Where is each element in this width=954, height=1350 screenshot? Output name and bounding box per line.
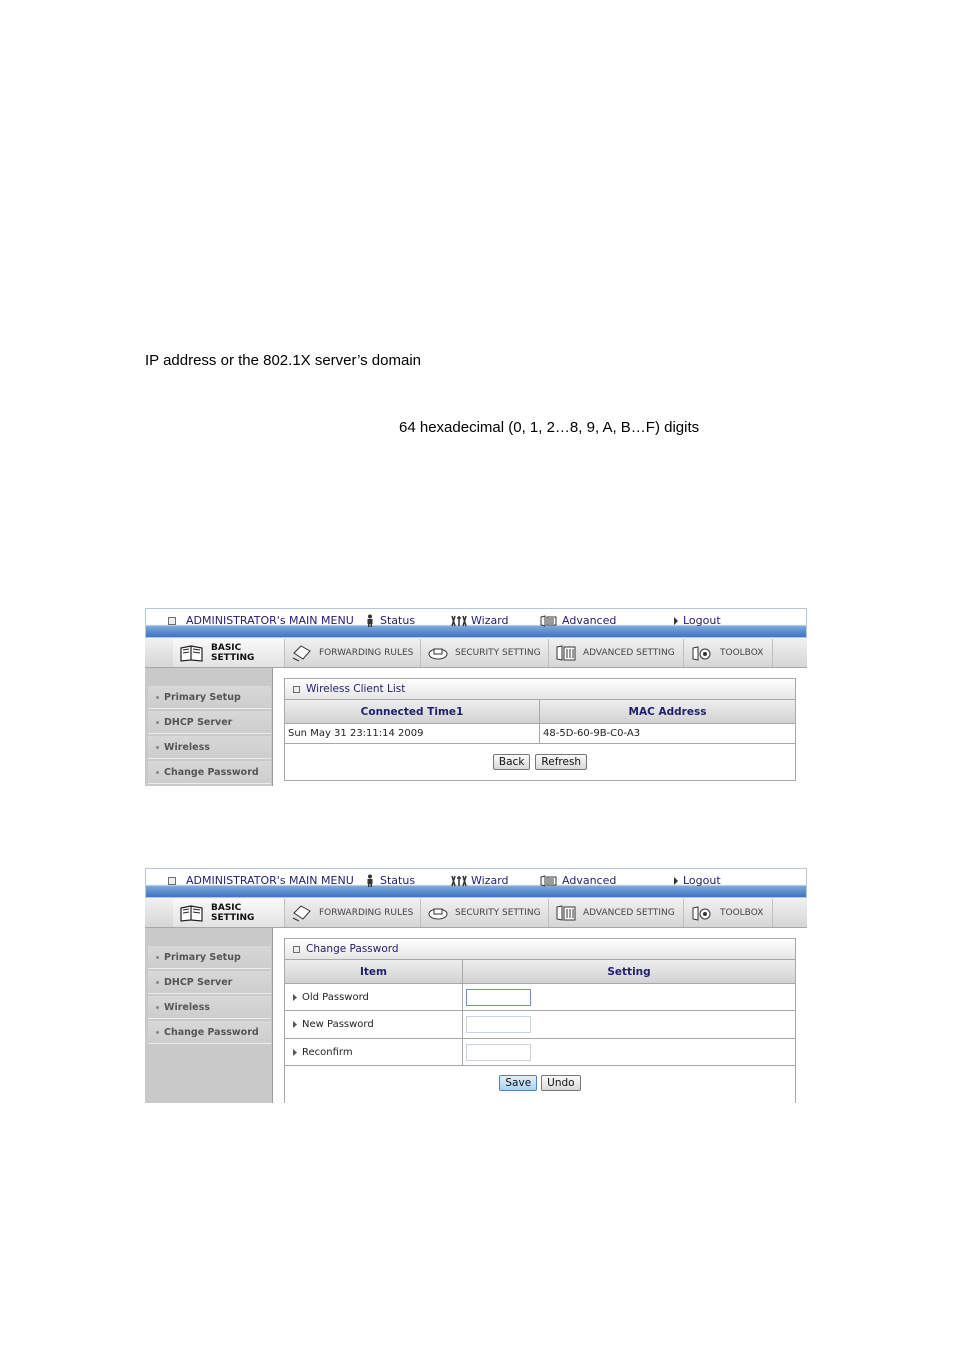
doc-line-hex: 64 hexadecimal (0, 1, 2…8, 9, A, B…F) digits (399, 419, 700, 436)
bullet-icon (156, 771, 159, 774)
tab-security-label: SECURITY SETTING (455, 648, 541, 658)
square-icon (293, 946, 300, 953)
menu-square-icon (168, 877, 176, 885)
column-header-mac-address: MAC Address (628, 705, 707, 718)
sidebar-item-label: Wireless (164, 741, 210, 753)
main-menu-link[interactable] (168, 874, 354, 887)
tab-security-setting[interactable] (421, 639, 549, 667)
bullet-icon (156, 721, 159, 724)
forwarding-icon (291, 904, 313, 922)
logout-link[interactable] (673, 614, 721, 627)
logout-label: Logout (683, 614, 721, 627)
sidebar-item-label: Change Password (164, 766, 259, 778)
toolbox-icon (690, 904, 714, 922)
tab-basic-label: BASIC SETTING (211, 903, 255, 923)
button-row (285, 744, 795, 779)
panel-title (285, 679, 795, 700)
row-setting (463, 1011, 795, 1038)
status-label: Status (380, 614, 416, 627)
column-header-connected-time: Connected Time1 (285, 700, 540, 723)
sidebar-item-dhcp-server[interactable] (148, 711, 271, 734)
screenshot-change-password (145, 868, 807, 1103)
sidebar-item-wireless[interactable] (148, 996, 271, 1019)
advanced-label: Advanced (562, 614, 617, 627)
sidebar-item-change-password[interactable] (148, 1021, 271, 1044)
wizard-label: Wizard (471, 614, 509, 627)
panel-title-text: Wireless Client List (306, 683, 406, 695)
cell-connected-time: Sun May 31 23:11:14 2009 (285, 724, 540, 743)
sidebar-item-primary-setup[interactable] (148, 686, 271, 709)
advanced-icon (540, 875, 558, 887)
tab-advanced-setting[interactable] (549, 899, 684, 927)
new-password-label: New Password (302, 1019, 374, 1030)
bullet-icon (156, 981, 159, 984)
panel-title-text: Change Password (306, 943, 399, 955)
old-password-label: Old Password (302, 991, 369, 1003)
sidebar-item-dhcp-server[interactable] (148, 971, 271, 994)
square-icon (293, 686, 300, 693)
security-icon (427, 646, 449, 660)
toolbox-icon (690, 644, 714, 662)
tab-security-label: SECURITY SETTING (455, 908, 541, 918)
wizard-icon (451, 615, 467, 627)
logout-label: Logout (683, 874, 721, 887)
change-password-panel (284, 938, 796, 1103)
table-header (285, 700, 795, 724)
sidebar-item-label: Primary Setup (164, 691, 241, 703)
tab-forwarding-label: FORWARDING RULES (319, 648, 414, 658)
tab-forwarding-label: FORWARDING RULES (319, 908, 414, 918)
row-setting (463, 1039, 795, 1065)
status-link[interactable] (364, 614, 415, 627)
screenshot-wireless-client-list (145, 608, 807, 786)
tab-security-setting[interactable] (421, 899, 549, 927)
bullet-icon (156, 956, 159, 959)
tab-forwarding-rules[interactable] (285, 899, 421, 927)
tab-bar (145, 898, 807, 928)
tab-advanced-setting[interactable] (549, 639, 684, 667)
wizard-link[interactable] (451, 614, 509, 627)
tab-basic-label: BASIC SETTING (211, 643, 255, 663)
sidebar-item-label: Change Password (164, 1026, 259, 1038)
bullet-icon (156, 746, 159, 749)
arrow-right-icon (293, 994, 297, 1001)
button-row (285, 1066, 795, 1100)
menu-square-icon (168, 617, 176, 625)
security-icon (427, 906, 449, 920)
row-label (285, 984, 463, 1010)
tab-toolbox-label: TOOLBOX (720, 908, 764, 918)
tab-advanced-label: ADVANCED SETTING (583, 908, 675, 918)
tab-basic-setting[interactable] (173, 639, 285, 667)
cell-mac-address: 48-5D-60-9B-C0-A3 (543, 728, 641, 739)
sidebar (145, 668, 273, 786)
top-nav-bar (145, 868, 807, 898)
sidebar-item-label: Wireless (164, 1001, 210, 1013)
forwarding-icon (291, 644, 313, 662)
row-label (285, 1039, 463, 1065)
wizard-link[interactable] (451, 874, 509, 887)
wizard-label: Wizard (471, 874, 509, 887)
table-header (285, 960, 795, 984)
arrow-right-icon (293, 1049, 297, 1056)
column-header-setting: Setting (607, 965, 651, 978)
arrow-right-icon (673, 617, 679, 625)
advanced-label: Advanced (562, 874, 617, 887)
sidebar-item-label: Primary Setup (164, 951, 241, 963)
doc-line-domain: IP address or the 802.1X server’s domain (145, 352, 421, 369)
tab-advanced-label: ADVANCED SETTING (583, 648, 675, 658)
person-icon (364, 874, 376, 887)
table-row (285, 724, 795, 744)
main-menu-link[interactable] (168, 614, 354, 627)
bullet-icon (156, 1031, 159, 1034)
arrow-right-icon (673, 877, 679, 885)
old-password-input[interactable] (466, 989, 531, 1006)
advanced-setting-icon (555, 644, 577, 662)
book-icon (179, 644, 205, 662)
arrow-right-icon (293, 1021, 297, 1028)
row-label (285, 1011, 463, 1038)
status-label: Status (380, 874, 416, 887)
bullet-icon (156, 696, 159, 699)
tab-toolbox[interactable] (684, 899, 773, 927)
wizard-icon (451, 875, 467, 887)
reconfirm-input[interactable] (466, 1044, 531, 1061)
table-row (285, 1011, 795, 1039)
row-setting (463, 984, 795, 1010)
sidebar-item-label: DHCP Server (164, 976, 233, 988)
tab-toolbox[interactable] (684, 639, 773, 667)
advanced-icon (540, 615, 558, 627)
tab-forwarding-rules[interactable] (285, 639, 421, 667)
advanced-link[interactable] (540, 614, 616, 627)
person-icon (364, 614, 376, 627)
panel-title (285, 939, 795, 960)
new-password-input[interactable] (466, 1016, 531, 1033)
sidebar-item-wireless[interactable] (148, 736, 271, 759)
tab-bar (145, 638, 807, 668)
book-icon (179, 904, 205, 922)
main-menu-label: ADMINISTRATOR's MAIN MENU (186, 614, 354, 627)
sidebar (145, 928, 273, 1103)
bullet-icon (156, 1006, 159, 1009)
back-button[interactable]: Back (493, 754, 531, 770)
column-header-item: Item (285, 960, 463, 983)
undo-button[interactable]: Undo (541, 1075, 580, 1091)
advanced-link[interactable] (540, 874, 616, 887)
advanced-setting-icon (555, 904, 577, 922)
refresh-button[interactable]: Refresh (535, 754, 587, 770)
sidebar-item-primary-setup[interactable] (148, 946, 271, 969)
reconfirm-label: Reconfirm (302, 1046, 353, 1058)
tab-toolbox-label: TOOLBOX (720, 648, 764, 658)
save-button[interactable]: Save (499, 1075, 537, 1091)
main-menu-label: ADMINISTRATOR's MAIN MENU (186, 874, 354, 887)
table-row (285, 1039, 795, 1066)
sidebar-item-change-password[interactable] (148, 761, 271, 784)
tab-basic-setting[interactable] (173, 899, 285, 927)
status-link[interactable] (364, 874, 415, 887)
sidebar-item-label: DHCP Server (164, 716, 233, 728)
wireless-client-list-panel (284, 678, 796, 781)
logout-link[interactable] (673, 874, 721, 887)
table-row (285, 984, 795, 1011)
top-nav-bar (145, 608, 807, 638)
